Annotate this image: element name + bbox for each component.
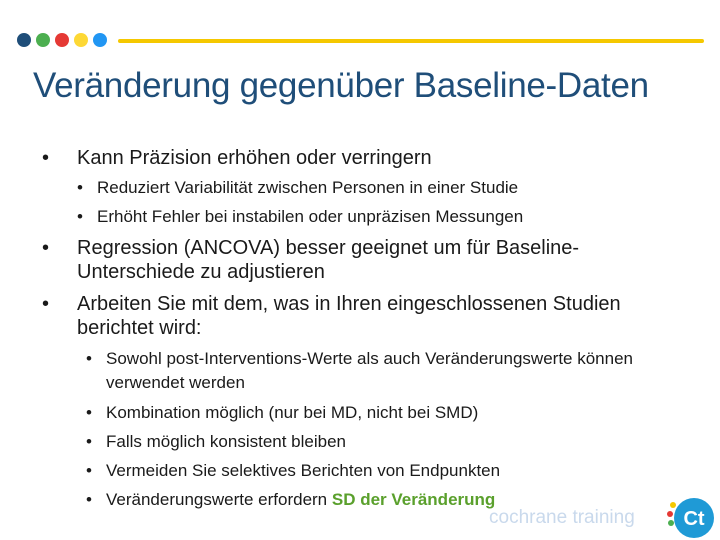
sub-bullet-point	[86, 401, 686, 425]
sub-bullet-point	[77, 176, 697, 200]
bullet-point	[42, 292, 682, 340]
logo-dot-red	[667, 511, 673, 517]
sub-bullet-text: Reduziert Variabilität zwischen Personen in einer Studie	[97, 178, 519, 197]
sub-bullet-point	[77, 205, 697, 229]
logo-dot-yellow	[670, 502, 676, 508]
sub-bullet-dot: •	[86, 461, 92, 480]
cochrane-training-label: cochrane training	[489, 507, 635, 528]
cochrane-logo	[666, 492, 714, 540]
sub-bullet-dot: •	[77, 178, 83, 197]
sub-bullet-point	[86, 459, 686, 483]
bullet-dot: •	[42, 293, 50, 315]
sub-bullet-text: Kombination möglich (nur bei MD, nicht bei SMD)	[106, 403, 479, 422]
bullet-text: Kann Präzision erhöhen oder verringern	[77, 147, 432, 169]
sub-bullet-text: Sowohl post-Interventions-Werte als auch Veränderungswerte können verwendet werden	[106, 349, 633, 392]
logo-text: Ct	[683, 508, 705, 530]
logo-dot-green	[668, 520, 674, 526]
sub-bullet-point	[86, 430, 686, 454]
bullet-point	[42, 146, 682, 170]
bullet-point	[42, 236, 657, 284]
sub-bullet-text: Falls möglich konsistent bleiben	[106, 432, 347, 451]
sub-bullet-dot: •	[86, 432, 92, 451]
slide-title: Veränderung gegenüber Baseline-Daten	[33, 66, 649, 105]
sub-bullet-dot: •	[86, 490, 92, 509]
sub-bullet-point	[86, 347, 686, 395]
sub-bullet-dot: •	[77, 207, 83, 226]
sub-bullet-dot: •	[86, 403, 92, 422]
bullet-text: Regression (ANCOVA) besser geeignet um für Baseline-Unterschiede zu adjustieren	[77, 237, 580, 283]
sub-bullet-text-prefix: Veränderungswerte erfordern	[106, 490, 332, 509]
sub-bullet-text: Erhöht Fehler bei instabilen oder unpräzisen Messungen	[97, 207, 524, 226]
bullet-dot: •	[42, 147, 50, 169]
bullet-text: Arbeiten Sie mit dem, was in Ihren eingeschlossenen Studien berichtet wird:	[77, 293, 621, 339]
sub-bullet-text: Vermeiden Sie selektives Berichten von Endpunkten	[106, 461, 501, 480]
bullet-dot: •	[42, 237, 50, 259]
sub-bullet-dot: •	[86, 349, 92, 368]
highlight-text: SD der Veränderung	[331, 490, 496, 509]
